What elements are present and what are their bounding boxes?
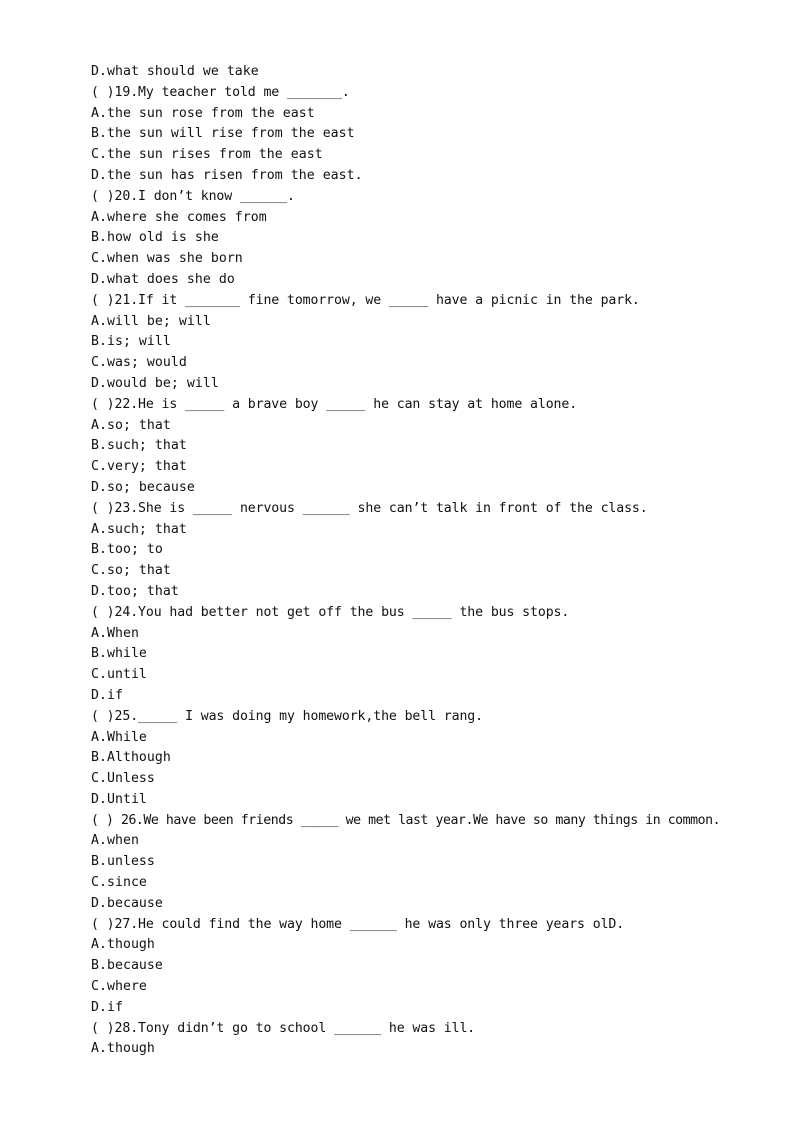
option-b-q25: B.Although	[91, 750, 171, 766]
option-d-q24: D.if	[91, 687, 123, 703]
question-22: ( )22.He is _____ a brave boy _____ he can stay at home alone.	[91, 396, 578, 412]
question-20: ( )20.I don’t know ______.	[91, 188, 295, 204]
question-24: ( )24.You had better not get off the bus _____ the bus stops.	[91, 604, 570, 620]
option-b-q21: B.is; will	[91, 334, 171, 350]
option-d-q26: D.because	[91, 895, 163, 911]
option-d-q27: D.if	[91, 999, 123, 1015]
option-b-q23: B.too; to	[91, 542, 163, 558]
option-b-q22: B.such; that	[91, 438, 187, 454]
option-a-q25: A.While	[91, 729, 147, 745]
option-c-q26: C.since	[91, 875, 147, 891]
option-c-q25: C.Unless	[91, 771, 155, 787]
option-b-q19: B.the sun will rise from the east	[91, 126, 355, 142]
option-a-q21: A.will be; will	[91, 313, 211, 329]
option-c-q22: C.very; that	[91, 459, 187, 475]
option-a-q28: A.though	[91, 1041, 155, 1057]
option-c-q27: C.where	[91, 979, 147, 995]
option-a-q26: A.when	[91, 833, 139, 849]
option-a-q20: A.where she comes from	[91, 209, 267, 225]
option-c-q21: C.was; would	[91, 355, 187, 371]
question-26: ( ) 26.We have been friends _____ we met last year.We have so many things in common.	[91, 812, 721, 828]
option-d-q19: D.the sun has risen from the east.	[91, 167, 363, 183]
option-d-q20: D.what does she do	[91, 271, 235, 287]
option-d-q23: D.too; that	[91, 583, 179, 599]
option-c-q23: C.so; that	[91, 563, 171, 579]
option-a-q27: A.though	[91, 937, 155, 953]
question-27: ( )27.He could find the way home ______ he was only three years olD.	[91, 916, 625, 932]
question-21: ( )21.If it _______ fine tomorrow, we _____ have a picnic in the park.	[91, 292, 640, 308]
question-19: ( )19.My teacher told me _______.	[91, 84, 350, 100]
option-b-q27: B.because	[91, 958, 163, 974]
option-d-q21: D.would be; will	[91, 375, 219, 391]
option-b-q20: B.how old is she	[91, 230, 219, 246]
option-d-q22: D.so; because	[91, 479, 195, 495]
option-b-q26: B.unless	[91, 854, 155, 870]
option-d-q25: D.Until	[91, 791, 147, 807]
option-c-q19: C.the sun rises from the east	[91, 147, 323, 163]
option-a-q24: A.When	[91, 625, 139, 641]
option-b-q24: B.while	[91, 646, 147, 662]
option-a-q23: A.such; that	[91, 521, 187, 537]
question-25: ( )25._____ I was doing my homework,the bell rang.	[91, 708, 483, 724]
question-list	[91, 62, 771, 1060]
option-a-q19: A.the sun rose from the east	[91, 105, 315, 121]
option-c-q20: C.when was she born	[91, 251, 243, 267]
question-23: ( )23.She is _____ nervous ______ she can’t talk in front of the class.	[91, 500, 648, 516]
option-d-q18: D.what should we take	[91, 64, 259, 79]
option-a-q22: A.so; that	[91, 417, 171, 433]
question-28: ( )28.Tony didn’t go to school ______ he was ill.	[91, 1020, 476, 1036]
option-c-q24: C.until	[91, 667, 147, 683]
